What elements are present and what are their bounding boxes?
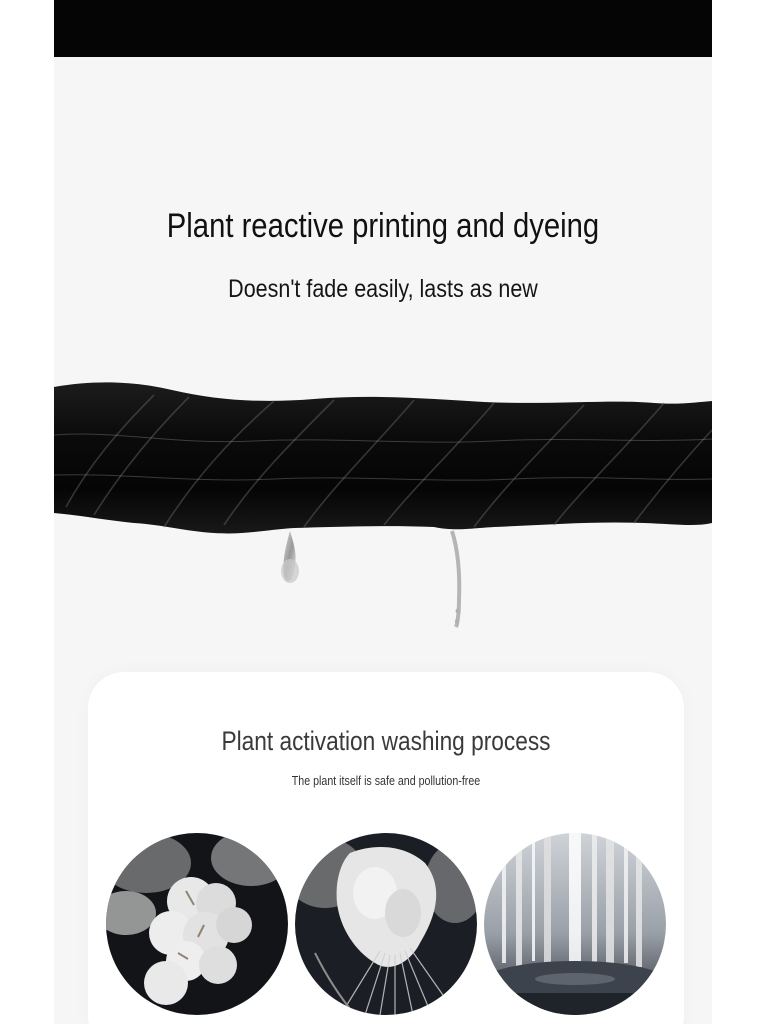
process-card <box>88 672 684 1024</box>
section-subtitle: Doesn't fade easily, lasts as new <box>228 275 538 303</box>
content-column <box>54 0 712 1024</box>
card-subtitle: The plant itself is safe and pollution-free <box>291 773 481 788</box>
cotton-bolls-image <box>106 833 288 1015</box>
plant-fiber-image <box>295 833 477 1015</box>
top-black-banner <box>54 0 712 57</box>
water-stream-image <box>484 833 666 1015</box>
section-title: Plant reactive printing and dyeing <box>166 207 600 245</box>
twisted-fabric-image <box>54 375 712 635</box>
card-title: Plant activation washing process <box>221 726 551 756</box>
